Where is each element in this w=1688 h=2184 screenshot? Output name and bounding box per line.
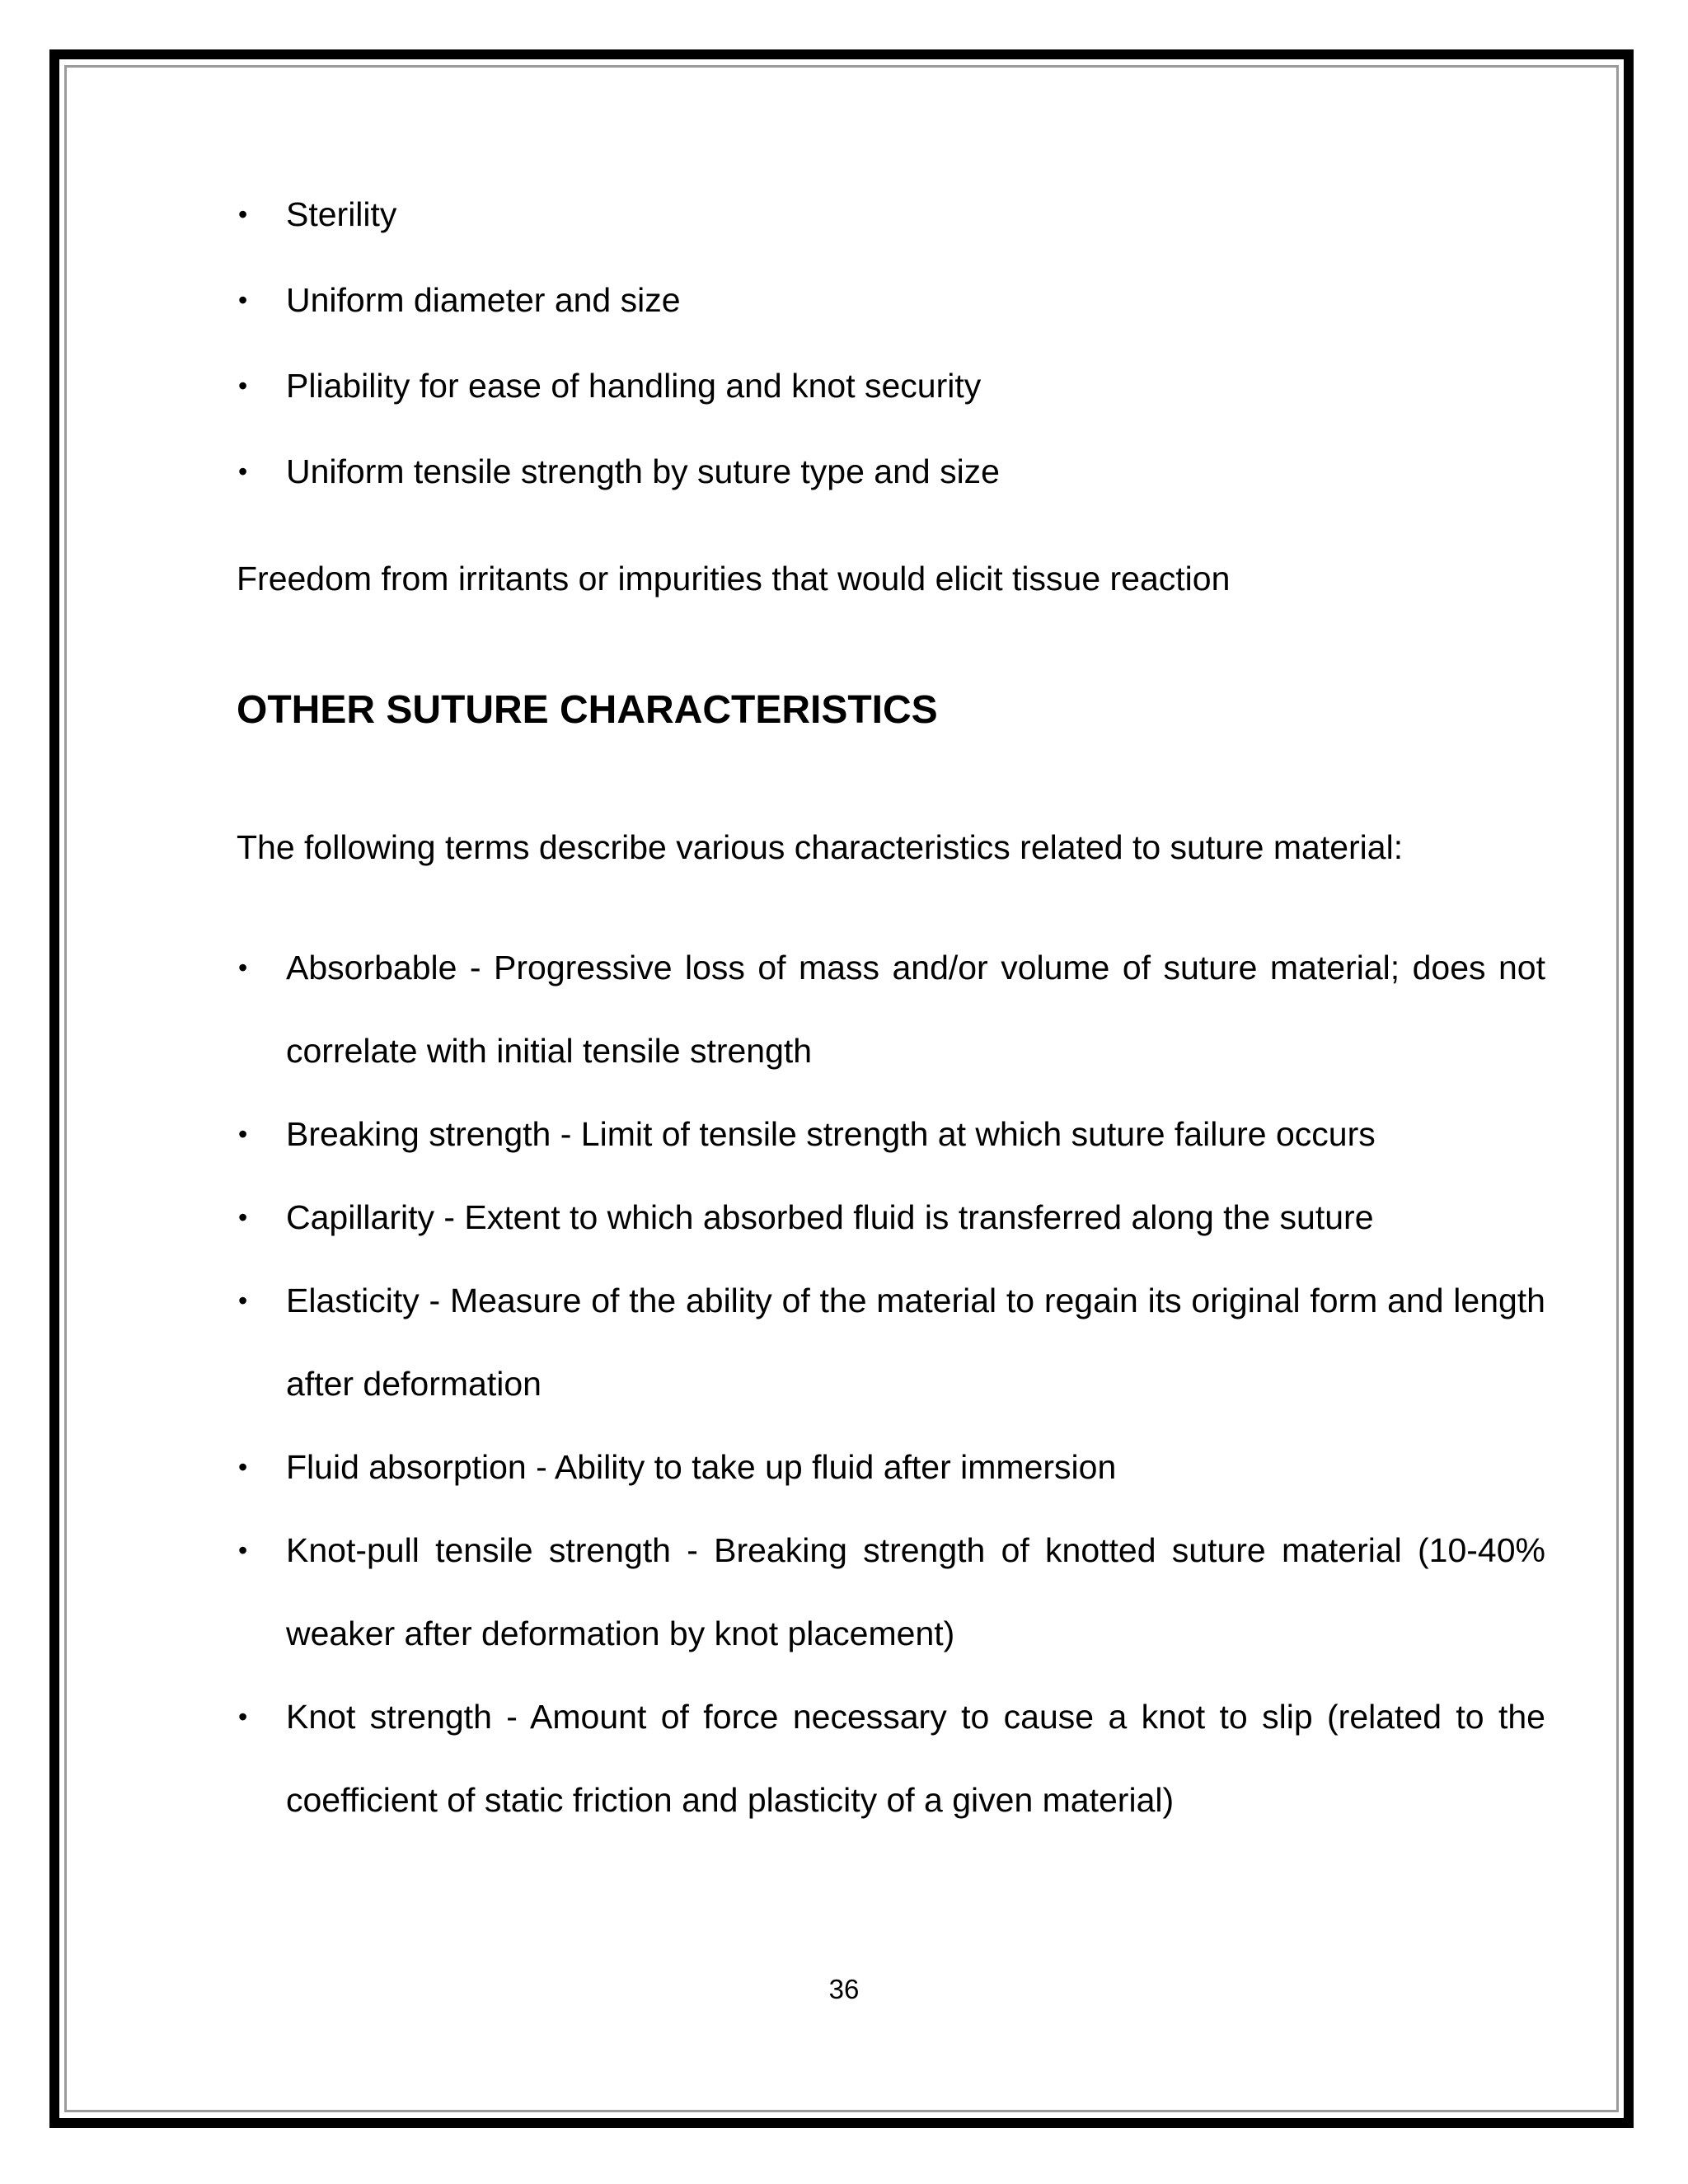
list-item: • Uniform diameter and size [237,257,1545,343]
list-item: • Breaking strength - Limit of tensile strength at which suture failure occurs [237,1093,1545,1176]
page-content [237,171,1545,1842]
list-item: • Absorbable - Progressive loss of mass and/or volume of suture material; does not correlate with initial tensile strength [237,926,1545,1093]
list-item: • Fluid absorption - Ability to take up fluid after immersion [237,1426,1545,1509]
list-item: • Knot strength - Amount of force necessary to cause a knot to slip (related to the coefficient of static friction and plasticity of a given material) [237,1675,1545,1842]
page-number: 36 [828,1974,860,2004]
freedom-paragraph: Freedom from irritants or impurities that would elicit tissue reaction [237,560,1231,598]
bullet-icon: • [238,371,248,401]
list-item: • Pliability for ease of handling and knot security [237,343,1545,429]
bullet-icon: • [238,1452,248,1482]
list-item: • Uniform tensile strength by suture type and size [237,429,1545,514]
bullet-icon: • [238,1119,248,1149]
bullet-icon: • [238,1535,248,1565]
intro-paragraph: The following terms describe various characteristics related to suture material: [237,828,1404,866]
list-item: • Knot-pull tensile strength - Breaking strength of knotted suture material (10-40% weaker after deformation by knot placement) [237,1509,1545,1675]
list-item: • Elasticity - Measure of the ability of the material to regain its original form and length after deformation [237,1259,1545,1426]
bullet-icon: • [238,199,248,229]
characteristics-list [237,926,1545,1842]
list-item: • Sterility [237,171,1545,257]
bullet-icon: • [238,457,248,486]
list-item: • Capillarity - Extent to which absorbed fluid is transferred along the suture [237,1176,1545,1259]
bullet-icon: • [238,1202,248,1232]
section-heading: OTHER SUTURE CHARACTERISTICS [237,688,938,732]
bullet-icon: • [238,285,248,315]
requirements-list [237,171,1545,514]
bullet-icon: • [238,953,248,982]
bullet-icon: • [238,1286,248,1315]
bullet-icon: • [238,1702,248,1732]
